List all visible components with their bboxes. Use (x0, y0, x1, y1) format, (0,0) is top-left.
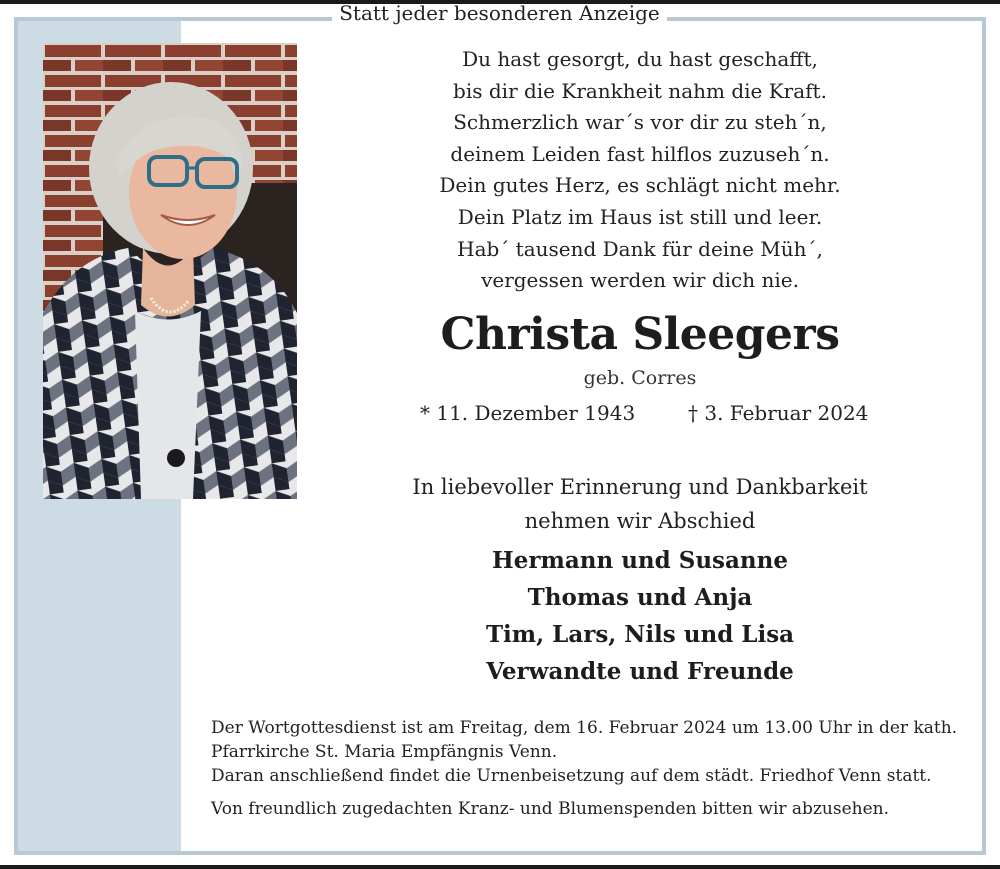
bottom-edge-line (0, 865, 1000, 869)
poem-line: Schmerzlich war´s vor dir zu steh´n, (453, 110, 827, 135)
service-line: Pfarrkirche St. Maria Empfängnis Venn. (211, 742, 558, 762)
poem-line: deinem Leiden fast hilflos zuzuseh´n. (450, 141, 830, 166)
poem (420, 44, 860, 297)
frame-top-right (667, 17, 986, 21)
birth-name: geb. Corres (583, 367, 697, 389)
frame-right (982, 17, 986, 855)
frame-top-left (14, 17, 332, 21)
poem-line: Dein gutes Herz, es schlägt nicht mehr. (439, 173, 841, 198)
farewell-line: nehmen wir Abschied (524, 509, 756, 533)
birth-date: * 11. Dezember 1943 (420, 401, 636, 425)
poem-line: Du hast gesorgt, du hast geschafft, (462, 47, 818, 71)
header-label: Statt jeder besonderen Anzeige (339, 1, 660, 25)
poem-line: bis dir die Krankheit nahm die Kraft. (453, 78, 827, 103)
deceased-name: Christa Sleegers (440, 309, 840, 360)
poem-line: Dein Platz im Haus ist still und leer. (457, 204, 823, 229)
farewell-text (390, 470, 890, 538)
frame-left (14, 17, 18, 855)
service-notes (211, 716, 976, 821)
mourner-line: Tim, Lars, Nils und Lisa (485, 621, 795, 648)
flowers-line: Von freundlich zugedachten Kranz- und Blumenspenden bitten wir abzusehen. (211, 799, 889, 819)
service-line: Der Wortgottesdienst ist am Freitag, dem 16. Februar 2024 um 13.00 Uhr in der kath. (211, 718, 958, 738)
mourner-line: Verwandte und Freunde (486, 658, 794, 685)
portrait-photo (43, 43, 297, 499)
frame-bottom (14, 851, 986, 855)
farewell-line: In liebevoller Erinnerung und Dankbarkeit (412, 475, 868, 499)
burial-line: Daran anschließend findet die Urnenbeisetzung auf dem städt. Friedhof Venn statt. (211, 766, 932, 786)
mourners-list (440, 542, 840, 690)
death-date: † 3. Februar 2024 (688, 401, 869, 425)
mourner-line: Thomas und Anja (527, 584, 753, 611)
mourner-line: Hermann und Susanne (492, 547, 788, 574)
poem-line: vergessen werden wir dich nie. (481, 268, 799, 293)
poem-line: Hab´ tausend Dank für deine Müh´, (457, 236, 823, 261)
